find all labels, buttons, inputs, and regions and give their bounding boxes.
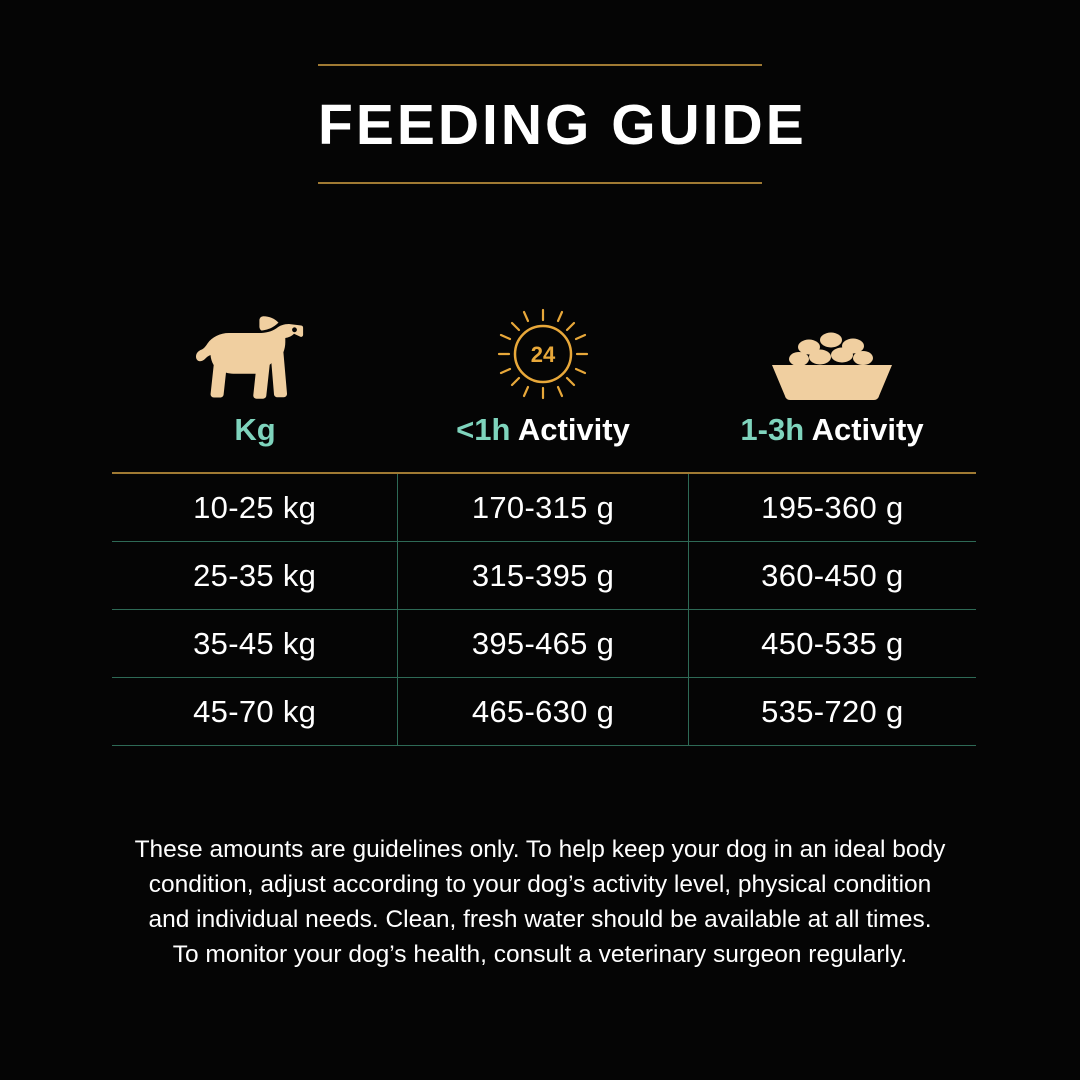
cell-mid-activity: 535-720 g (761, 693, 904, 729)
header-low-activity-accent: <1h (456, 412, 511, 447)
cell-mid-activity: 195-360 g (761, 489, 904, 525)
header-weight-label: Kg (234, 412, 276, 447)
icons-row (112, 282, 976, 400)
header-low-activity (398, 412, 688, 448)
cell-weight: 25-35 kg (112, 542, 398, 609)
cell-mid-activity: 450-535 g (761, 625, 904, 661)
cell-low-activity: 170-315 g (398, 474, 688, 541)
dog-icon (193, 310, 317, 400)
table-column-headers (112, 412, 976, 448)
bowl-icon-cell (688, 324, 976, 400)
cell-low-activity: 395-465 g (398, 610, 688, 677)
header-mid-activity-rest: Activity (804, 412, 924, 447)
header-mid-activity-accent: 1-3h (740, 412, 805, 447)
footnote-line-2: condition, adjust according to your dog’s activity level, physical condition (148, 871, 932, 898)
cell-low-activity: 315-395 g (398, 542, 688, 609)
clock-icon-cell (398, 308, 688, 400)
clock-24h-icon (497, 308, 589, 400)
cell-weight: 45-70 kg (112, 678, 398, 745)
table-row (112, 474, 976, 542)
cell-weight: 10-25 kg (112, 474, 398, 541)
svg-text:24: 24 (530, 342, 556, 367)
page-title: FEEDING GUIDE (318, 93, 807, 157)
header-low-activity-rest: Activity (510, 412, 630, 447)
cell-weight: 35-45 kg (112, 610, 398, 677)
cell-low-activity: 465-630 g (398, 678, 688, 745)
table-row (112, 542, 976, 610)
dog-icon-cell (112, 310, 398, 400)
title-rule-bottom (318, 182, 762, 184)
table-row (112, 678, 976, 746)
footnote-line-1: These amounts are guidelines only. To help keep your dog in an ideal body (134, 836, 946, 863)
header-mid-activity (688, 412, 976, 448)
footnote-line-4: To monitor your dog’s health, consult a veterinary surgeon regularly. (172, 941, 908, 968)
cell-mid-activity: 360-450 g (761, 557, 904, 593)
footnote-line-3: and individual needs. Clean, fresh water should be available at all times. (148, 906, 932, 933)
footnote (100, 832, 980, 972)
title-block (318, 64, 807, 184)
feeding-table (112, 472, 976, 746)
food-bowl-icon (769, 324, 895, 400)
header-weight (112, 412, 398, 448)
table-row (112, 610, 976, 678)
